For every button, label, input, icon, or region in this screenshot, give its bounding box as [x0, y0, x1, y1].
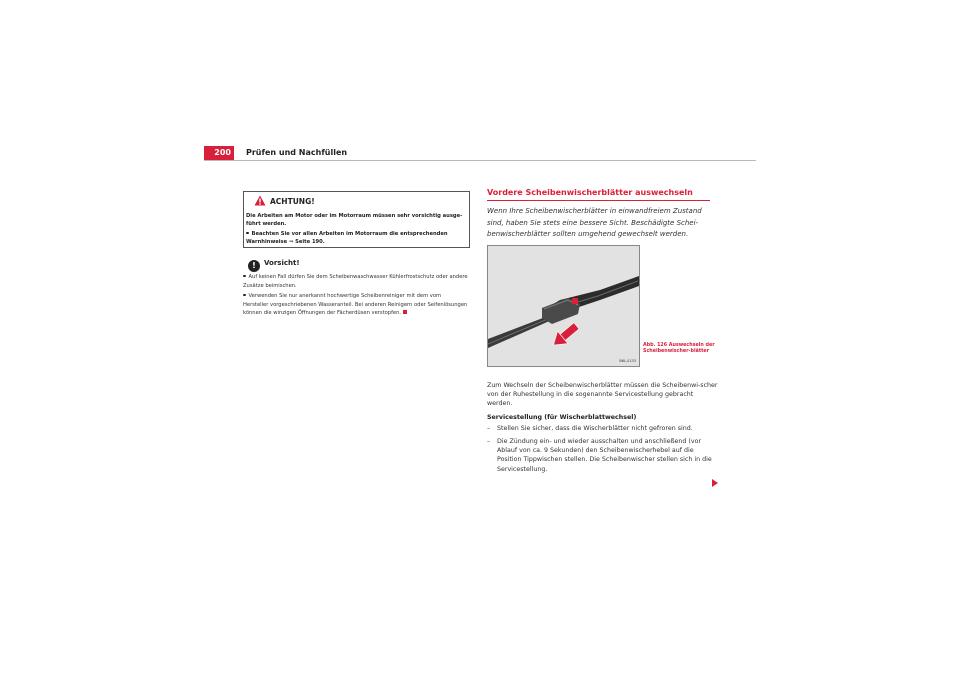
continue-arrow-icon — [712, 479, 718, 487]
caution-heading-text: Vorsicht! — [264, 259, 300, 267]
wiper-blade-illustration — [488, 246, 639, 366]
caution-bullet-text: Verwenden Sie nur anerkannt hochwertige Scheibenreiniger mit dem vom Hersteller vorgeschriebenen Wasseranteil. Bei anderen Reinigern oder Seifenlösungen können die winzigen Öffnungen der Fächerdüsen verstopfen. — [243, 293, 468, 317]
step-text: Die Zündung ein- und wieder ausschalten und anschließend (vor Ablauf von ca. 9 Sekunden) den Scheibenwischerhebel auf die Position Tippwischen stellen. Die Scheibenwischer stellen sich in die Servicestellung. — [497, 438, 712, 473]
warning-heading — [254, 195, 315, 206]
warning-paragraph: Die Arbeiten am Motor oder im Motorraum müssen sehr vorsichtig ausge-führt werden. — [246, 213, 463, 227]
section-title-underline — [487, 200, 710, 201]
section-lead — [487, 206, 719, 241]
warning-bullet-item — [246, 230, 466, 246]
bullet-icon — [246, 232, 249, 235]
bullet-icon — [243, 275, 246, 278]
step-dash: – — [487, 424, 491, 432]
page-header-title: Prüfen und Nachfüllen — [246, 148, 348, 157]
caution-heading — [248, 259, 300, 272]
warning-bullet-text: Beachten Sie vor allen Arbeiten im Motorraum die entsprechenden Warnhinweise ⇒ Seite 190. — [246, 231, 448, 245]
caution-body — [243, 273, 468, 320]
body-text — [487, 381, 719, 478]
header-divider — [204, 160, 756, 161]
caution-bullet-text: Auf keinen Fall dürfen Sie dem Scheibenwaschwasser Kühlerfrostschutz oder andere Zusätze beimischen. — [243, 274, 468, 289]
warning-box — [243, 191, 470, 248]
end-of-section-icon — [403, 310, 407, 314]
bullet-icon — [243, 294, 246, 297]
caution-bullet-item — [243, 273, 468, 290]
caution-bullet-item — [243, 292, 468, 318]
step-text: Stellen Sie sicher, dass die Wischerblätter nicht gefroren sind. — [497, 424, 693, 432]
step-dash: – — [487, 438, 491, 446]
figure-code: B6L-0133 — [619, 359, 636, 363]
section-title: Vordere Scheibenwischerblätter auswechseln — [487, 188, 693, 197]
figure-caption: Abb. 126 Auswechseln der Scheibenwischer-blätter — [643, 343, 715, 354]
warning-heading-text: ACHTUNG! — [270, 197, 315, 206]
warning-triangle-icon — [254, 195, 266, 206]
intro-paragraph: Zum Wechseln der Scheibenwischerblätter müssen die Scheibenwi-scher von der Ruhestellung in die sogenannte Servicestellung gebracht werden. — [487, 382, 718, 408]
figure-wiper-blade — [487, 245, 640, 367]
warning-body — [246, 212, 466, 248]
step-item — [487, 437, 719, 474]
page-number: 200 — [204, 146, 234, 160]
step-item — [487, 424, 719, 433]
section-lead-text: Wenn Ihre Scheibenwischerblätter in einwandfreiem Zustand sind, haben Sie stets eine bessere Sicht. Beschädigte Schei-benwischerblätter sollten umgehend gewechselt werden. — [487, 207, 702, 238]
exclamation-circle-icon: ! — [248, 260, 260, 272]
subheading: Servicestellung (für Wischerblattwechsel) — [487, 413, 637, 421]
